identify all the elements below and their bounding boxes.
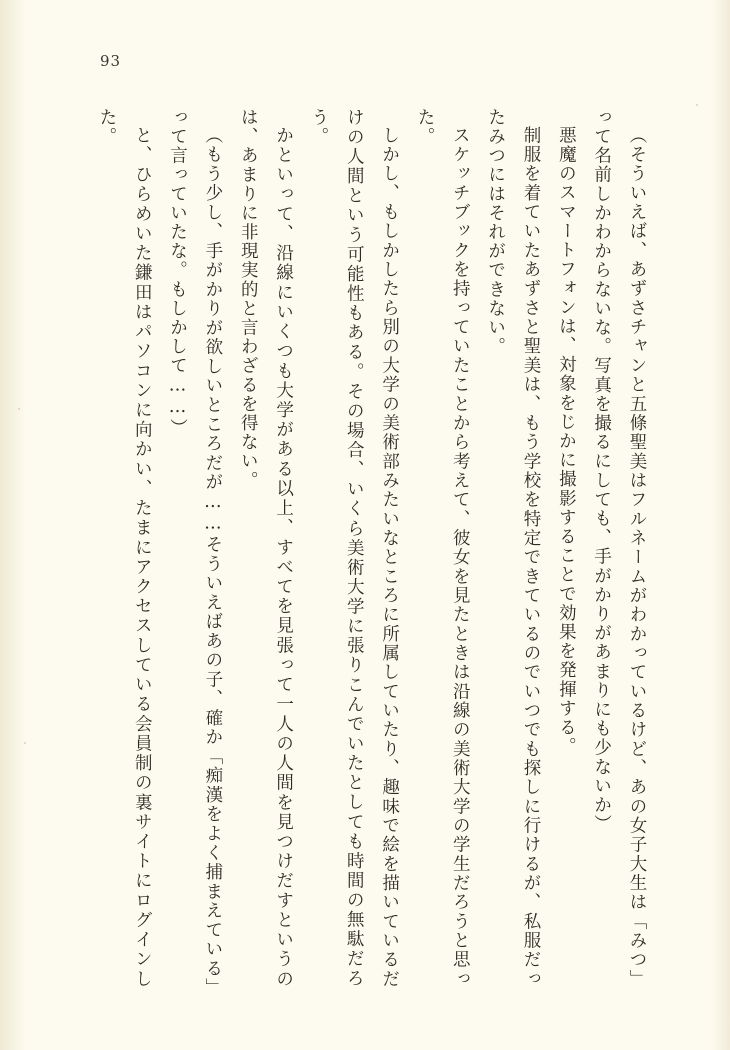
paper-speck (24, 742, 26, 744)
paragraph: かといって、沿線にいくつも大学がある以上、すべてを見張って一人の人間を見つけだすというのは、あまりに非現実的と言わざるを得ない。 (238, 108, 294, 988)
paragraph: スケッチブックを持っていたことから考えて、彼女を見たときは沿線の美術大学の学生だろうと思った。 (414, 108, 471, 988)
paragraph: 悪魔のスマートフォンは、対象をじかに撮影することで効果を発揮する。 (556, 125, 577, 756)
paragraph: と、ひらめいた鎌田はパソコンに向かい、たまにアクセスしている会員制の裏サイトにログインした。 (96, 108, 153, 988)
paragraph: 制服を着ていたあずさと聖美は、もう学校を特定できているのでいつでも探しに行けるが、私服だったみつにはそれができない。 (485, 108, 541, 988)
paper-speck (696, 104, 698, 106)
paragraph: しかし、もしかしたら別の大学の美術部みたいなところに所属していたり、趣味で絵を描いているだけの人間という可能性もある。その場合、いくら美術大学に張りこんでいたとしても時間の無駄だろう。 (308, 108, 400, 988)
paper-speck (18, 408, 20, 410)
paragraph: （そういえば、あずさチャンと五條聖美はフルネームがわかっているけど、あの女子大生は「みつ」って名前しかわからないな。写真を撮るにしても、手がかりがあまりにも少ないか） (591, 108, 647, 988)
body-text (64, 108, 654, 988)
page-number: 93 (100, 52, 122, 70)
paragraph: （もう少し、手がかりが欲しいところだが……そういえばあの子、確か「痴漢をよく捕まえている」って言っていたな。もしかして……） (167, 108, 223, 988)
